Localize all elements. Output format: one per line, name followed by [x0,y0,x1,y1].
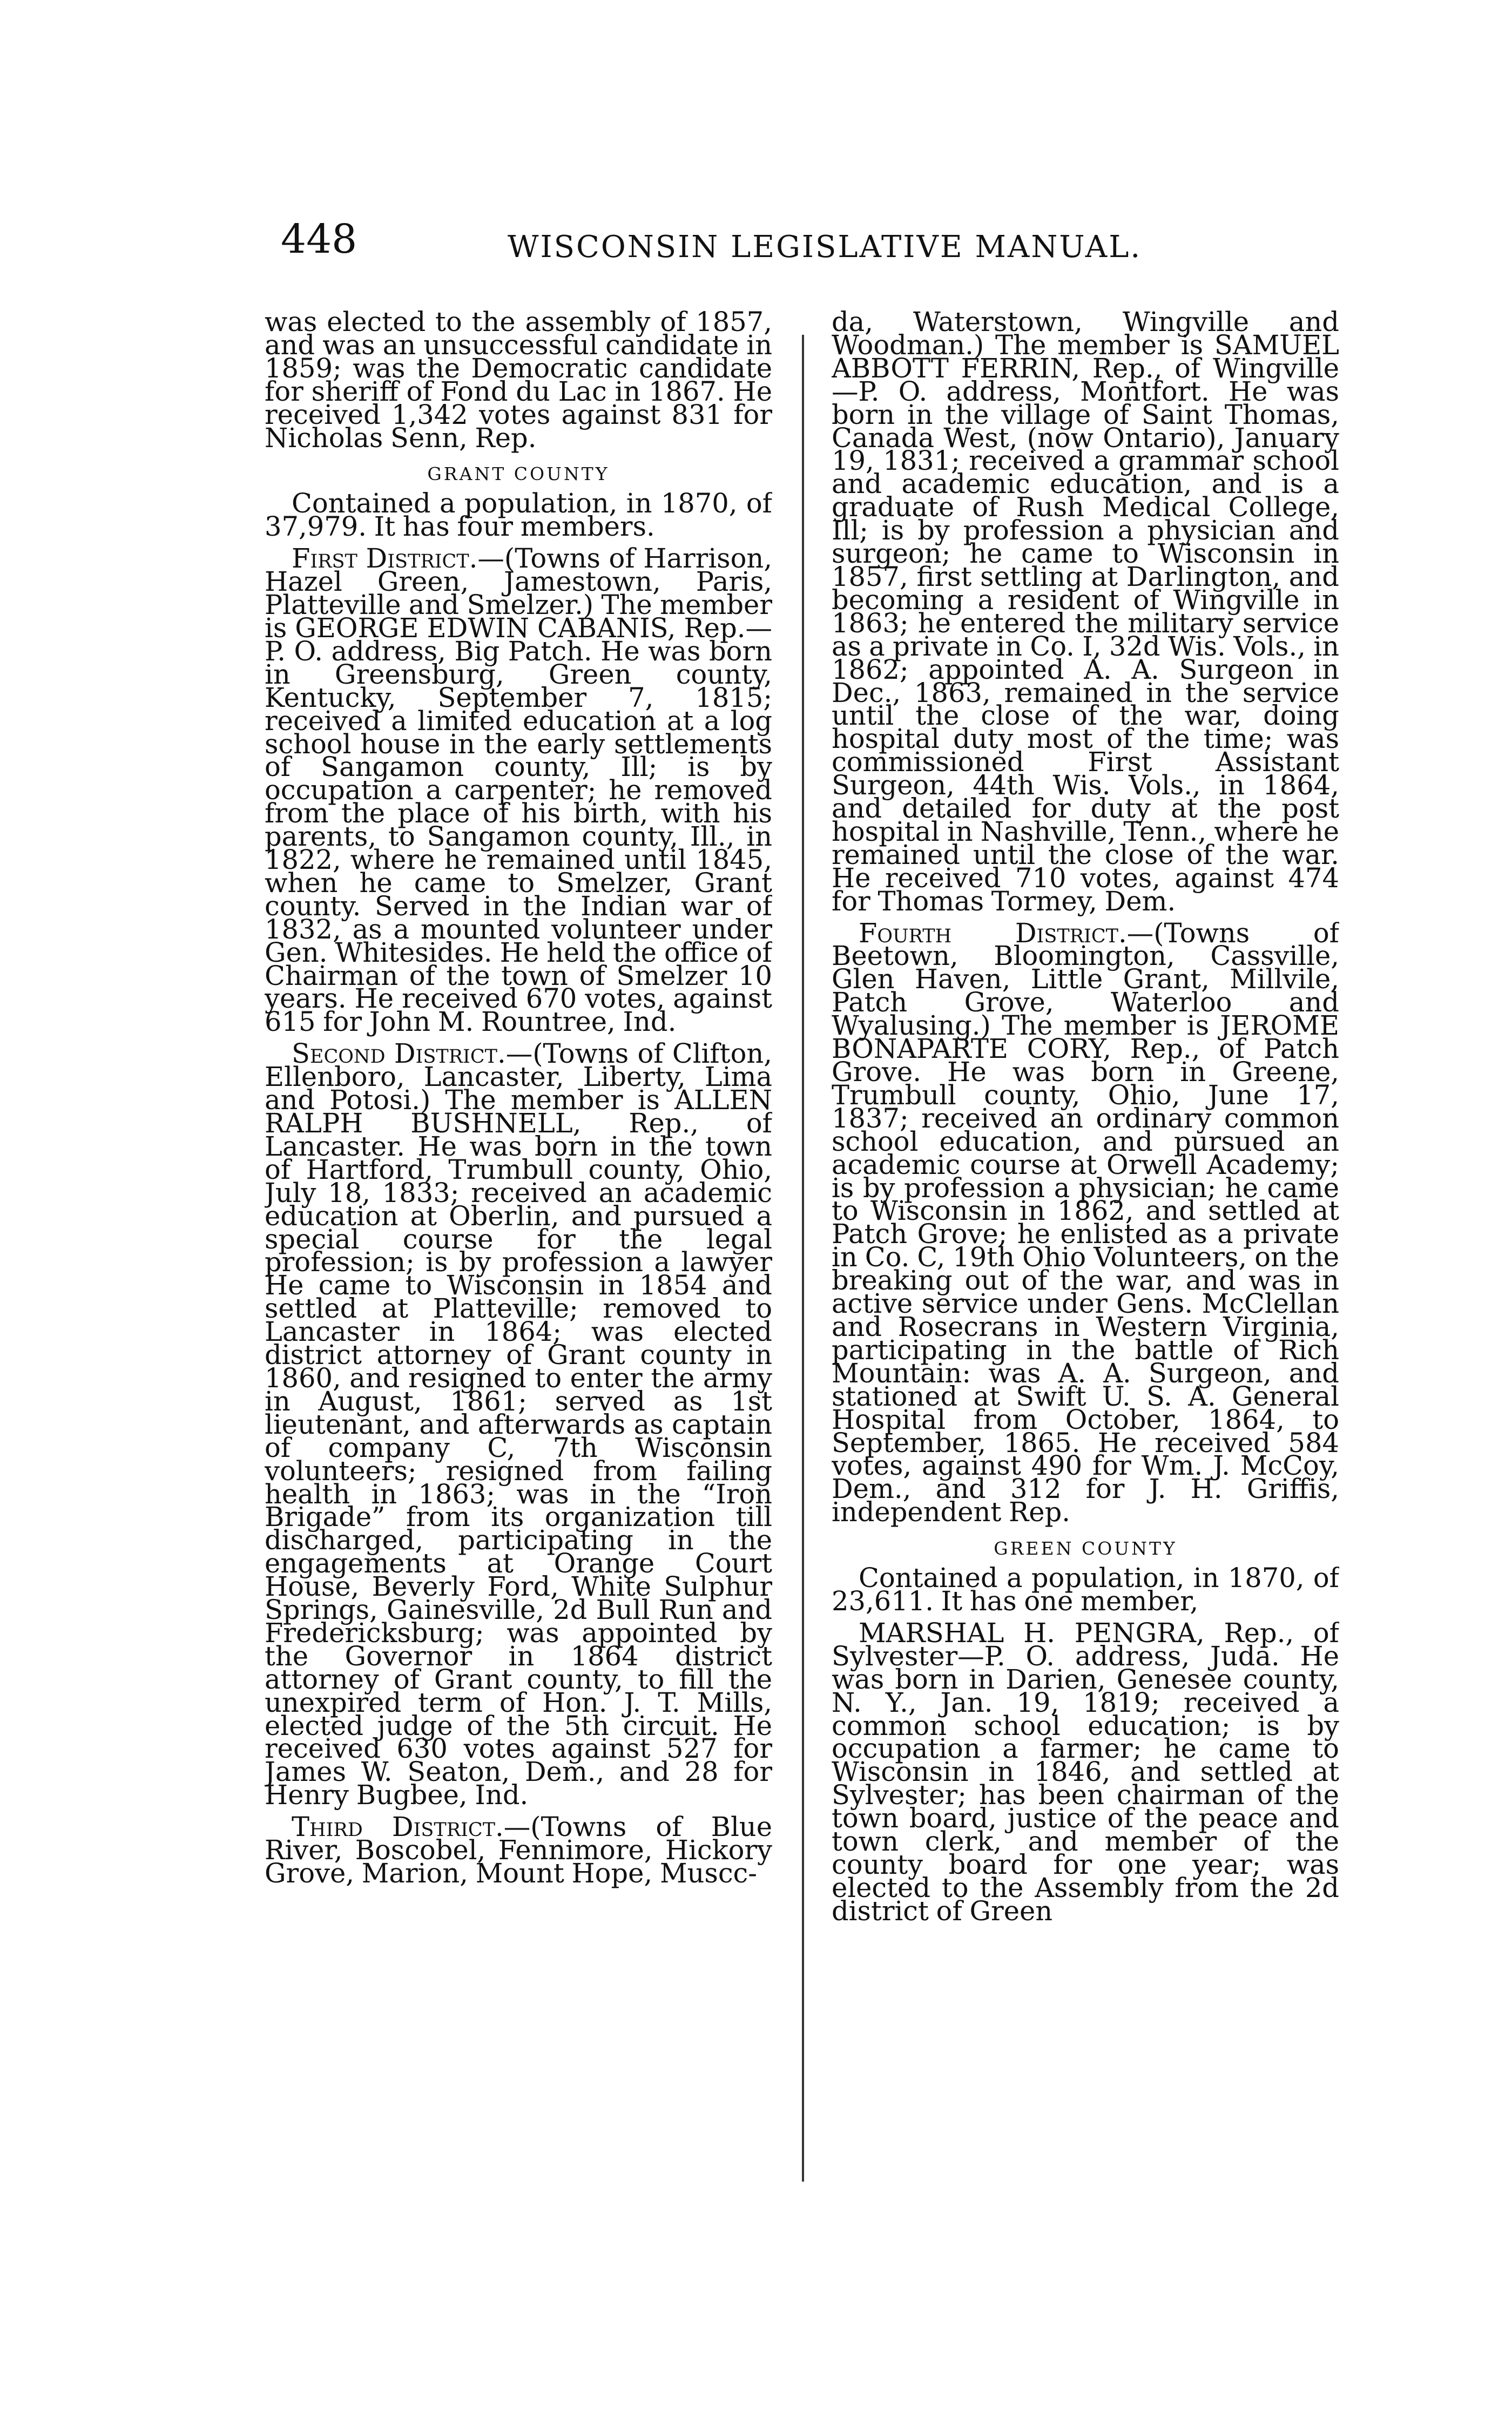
first-district-text: —(Towns of Harrison, Hazel Green, Jamestown, Paris, Platteville and Smelzer.) The member is GEORGE EDWIN CABANIS, Rep.—P. O. address, Big Patch. He was born in Greensburg, Green county, Kentucky, September 7, 1815; received a limited education at a log school house in the early settlements of Sangamon county, Ill; is by occupation a carpenter; he removed from the place of his birth, with his parents, to Sangamon county, Ill., in 1822, where he remained until 1845, when he came to Smelzer, Grant county. Served in the Indian war of 1832, as a mounted volunteer under Gen. Whitesides. He held the office of Chairman of the town of Smelzer 10 years. He received 670 votes, against 615 for John M. Rountree, Ind. [265,543,772,1038]
second-district-text: —(Towns of Clifton, Ellenboro, Lancaster, Liberty, Lima and Potosi.) The member is ALLEN RALPH BUSHNELL, Rep., of Lancaster. He was born in the town of Hartford, Trumbull county, Ohio, July 18, 1833; received an academic education at Oberlin, and pursued a special course for the legal profession; is by profession a lawyer He came to Wisconsin in 1854 and settled at Platteville; removed to Lancaster in 1864; was elected district attorney of Grant county in 1860, and resigned to enter the army in August, 1861; served as 1st lieutenant, and afterwards as captain of company C, 7th Wisconsin volunteers; resigned from failing health in 1863; was in the “Iron Brigade” from its organization till discharged, participating in the engagements at Orange Court House, Beverly Ford, White Sulphur Springs, Gainesville, 2d Bull Run and Fredericksburg; was appointed by the Governor in 1864 district attorney of Grant county, to fill the unexpired term of Hon. J. T. Mills, elected judge of the 5th circuit. He received 630 votes against 527 for James W. Seaton, Dem., and 28 for Henry Bugbee, Ind. [265,1038,772,1811]
first-district-label: First District. [292,543,478,575]
grant-county-population: Contained a population, in 1870, of 37,979. It has four members. [265,488,772,543]
fourth-district-entry [832,917,1339,1528]
green-county-population: Contained a population, in 1870, of 23,611. It has one member, [832,1562,1339,1617]
page-header [281,216,1166,275]
paragraph-continued: was elected to the assembly of 1857, and was an unsuccessful candidate in 1859; was the Democratic candidate for sheriff of Fond du Lac in 1867. He received 1,342 votes against 831 for Nicholas Senn, Rep. [265,310,772,454]
column-divider [802,335,804,2182]
third-district-text: —(Towns of Blue River, Boscobel, Fennimore, Hickory Grove, Marion, Mount Hope, Muscc- [265,1811,772,1889]
green-county-heading: GREEN COUNTY [994,1538,1177,1560]
running-title: WISCONSIN LEGISLATIVE MANUAL. [508,230,1142,265]
third-district-continued: da, Waterstown, Wingville and Woodman.) The member is SAMUEL ABBOTT FERRIN, Rep., of Wingville—P. O. address, Montfort. He was born in the village of Saint Thomas, Canada West, (now Ontario), January 19, 1831; received a grammar school and academic education, and is a graduate of Rush Medical College, Ill; is by profession a physician and surgeon; he came to Wisconsin in 1857, first settling at Darlington, and becoming a resident of Wingville in 1863; he entered the military service as a private in Co. I, 32d Wis. Vols., in 1862; appointed A. A. Surgeon in Dec., 1863, remained in the service until the close of the war, doing hospital duty most of the time; was commissioned First Assistant Surgeon, 44th Wis. Vols., in 1864, and detailed for duty at the post hospital in Nashville, Tenn., where he remained until the close of the war. He received 710 votes, against 474 for Thomas Tormey, Dem. [832,310,1339,917]
third-district-entry [265,1811,772,1889]
fourth-district-text: —(Towns of Beetown, Bloomington, Cassville, Glen Haven, Little Grant, Millvile, Patch Grove, Waterloo and Wyalusing.) The member is JEROME BONAPARTE CORY, Rep., of Patch Grove. He was born in Greene, Trumbull county, Ohio, June 17, 1837; received an ordinary common school education, and pursued an academic course at Orwell Academy; is by profession a physician; he came to Wisconsin in 1862, and settled at Patch Grove; he enlisted as a private in Co. C, 19th Ohio Volunteers, on the breaking out of the war, and was in active service under Gens. McClellan and Rosecrans in Western Virginia, participating in the battle of Rich Mountain: was A. A. Surgeon, and stationed at Swift U. S. A. General Hospital from October, 1864, to September, 1865. He received 584 votes, against 490 for Wm. J. McCoy, Dem., and 312 for J. H. Griffis, independent Rep. [832,917,1339,1528]
fourth-district-label: Fourth District. [859,917,1127,949]
grant-county-heading: GRANT COUNTY [427,463,610,485]
third-district-label: Third District. [292,1811,504,1843]
page-number: 448 [281,216,357,262]
second-district-label: Second District. [292,1038,506,1070]
second-district-entry [265,1038,772,1811]
left-column [265,310,772,2174]
right-column [832,310,1339,2174]
first-district-entry [265,543,772,1038]
pengra-entry: MARSHAL H. PENGRA, Rep., of Sylvester—P. O. address, Juda. He was born in Darien, Genesee county, N. Y., Jan. 19, 1819; received a common school education; is by occupation a farmer; he came to Wisconsin in 1846, and settled at Sylvester; has been chairman of the town board, justice of the peace and town clerk, and member of the county board for one year; was elected to the Assembly from the 2d district of Green [832,1617,1339,1927]
